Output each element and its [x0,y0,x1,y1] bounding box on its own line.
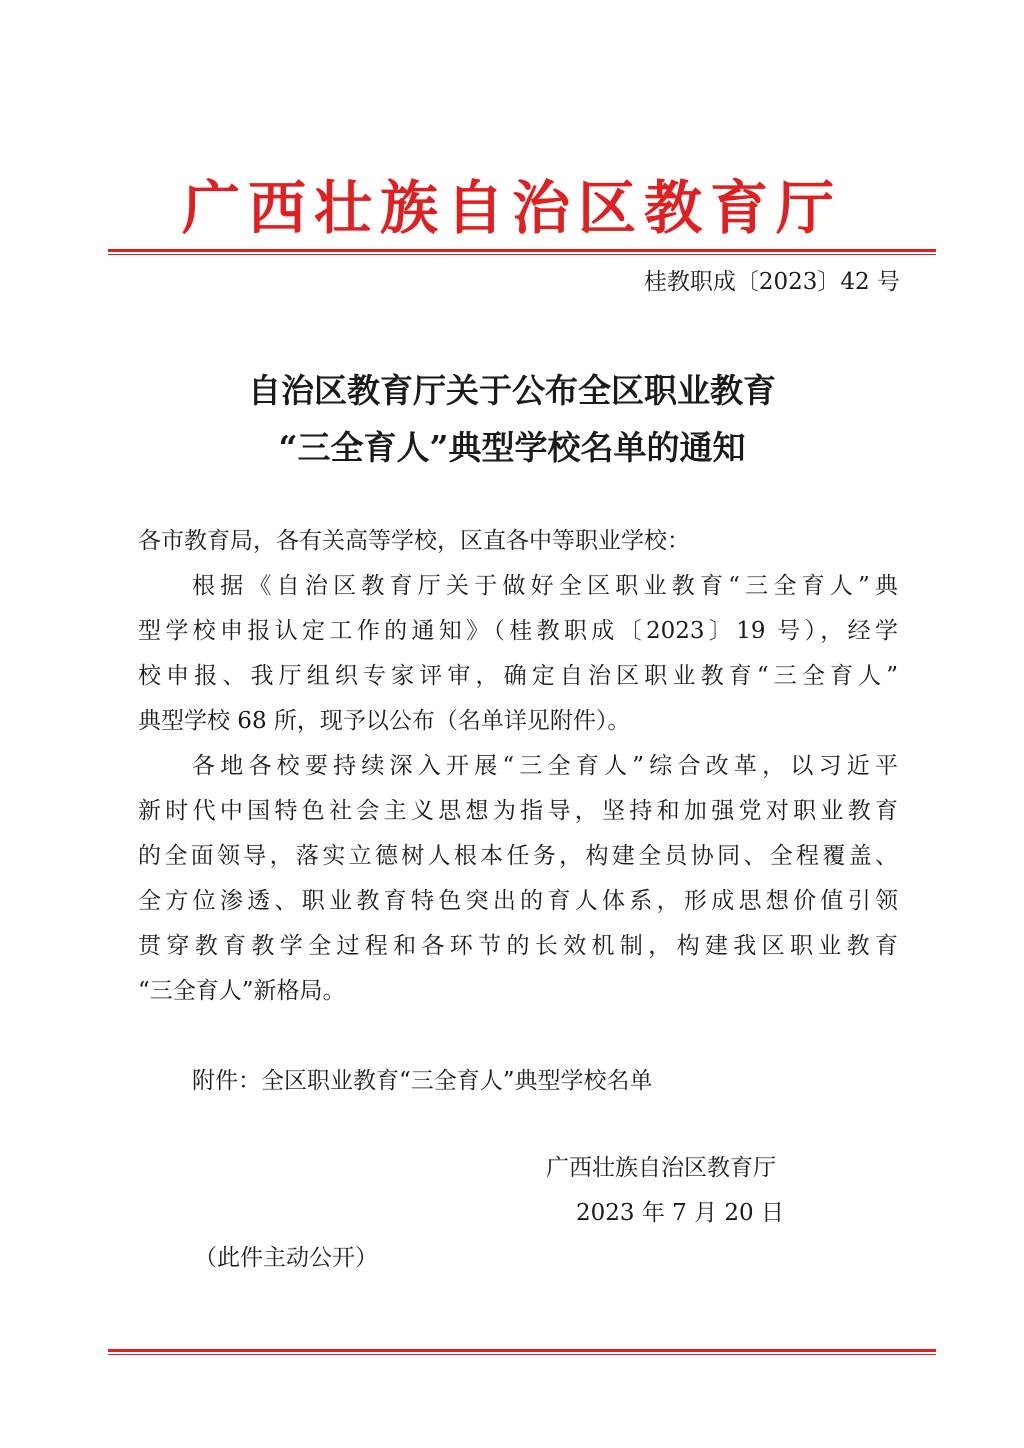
paragraph-2-line: 新时代中国特色社会主义思想为指导，坚持和加强党对职业教育 [138,798,898,824]
header-red-rule [108,249,936,257]
paragraph-2-line: 各地各校要持续深入开展“三全育人”综合改革，以习近平 [192,753,898,779]
signature-organization: 广西壮族自治区教育厅 [546,1155,776,1181]
document-title-line-1: 自治区教育厅关于公布全区职业教育 [248,371,776,410]
paragraph-1-line: 根据《自治区教育厅关于做好全区职业教育“三全育人”典 [192,573,898,599]
attachment-note: 附件：全区职业教育“三全育人”典型学校名单 [192,1068,653,1094]
header-rule-thin-line [108,254,936,255]
paragraph-1-line: 型学校申报认定工作的通知》（桂教职成〔2023〕19 号），经学 [138,618,898,644]
disclosure-note: （此件主动公开） [194,1245,378,1271]
issuing-authority-header: 广西壮族自治区教育厅 [181,174,842,242]
paragraph-1-line: 典型学校 68 所，现予以公布（名单详见附件）。 [138,708,631,734]
salutation: 各市教育局，各有关高等学校，区直各中等职业学校： [138,528,690,554]
paragraph-2-line: 贯穿教育教学全过程和各环节的长效机制，构建我区职业教育 [138,933,898,959]
document-number: 桂教职成〔2023〕42 号 [643,269,900,295]
footer-rule-thin-line [108,1354,936,1355]
footer-rule-thick-line [108,1349,936,1352]
paragraph-2-line: 的全面领导，落实立德树人根本任务，构建全员协同、全程覆盖、 [138,843,898,869]
paragraph-1-line: 校申报、我厅组织专家评审，确定自治区职业教育“三全育人” [138,663,898,689]
document-title-line-2: “三全育人”典型学校名单的通知 [278,428,746,467]
footer-red-rule [108,1349,936,1357]
paragraph-2-line: “三全育人”新格局。 [138,978,346,1004]
paragraph-2-line: 全方位渗透、职业教育特色突出的育人体系，形成思想价值引领 [138,888,898,914]
header-rule-thick-line [108,249,936,252]
signature-date: 2023 年 7 月 20 日 [576,1200,784,1226]
